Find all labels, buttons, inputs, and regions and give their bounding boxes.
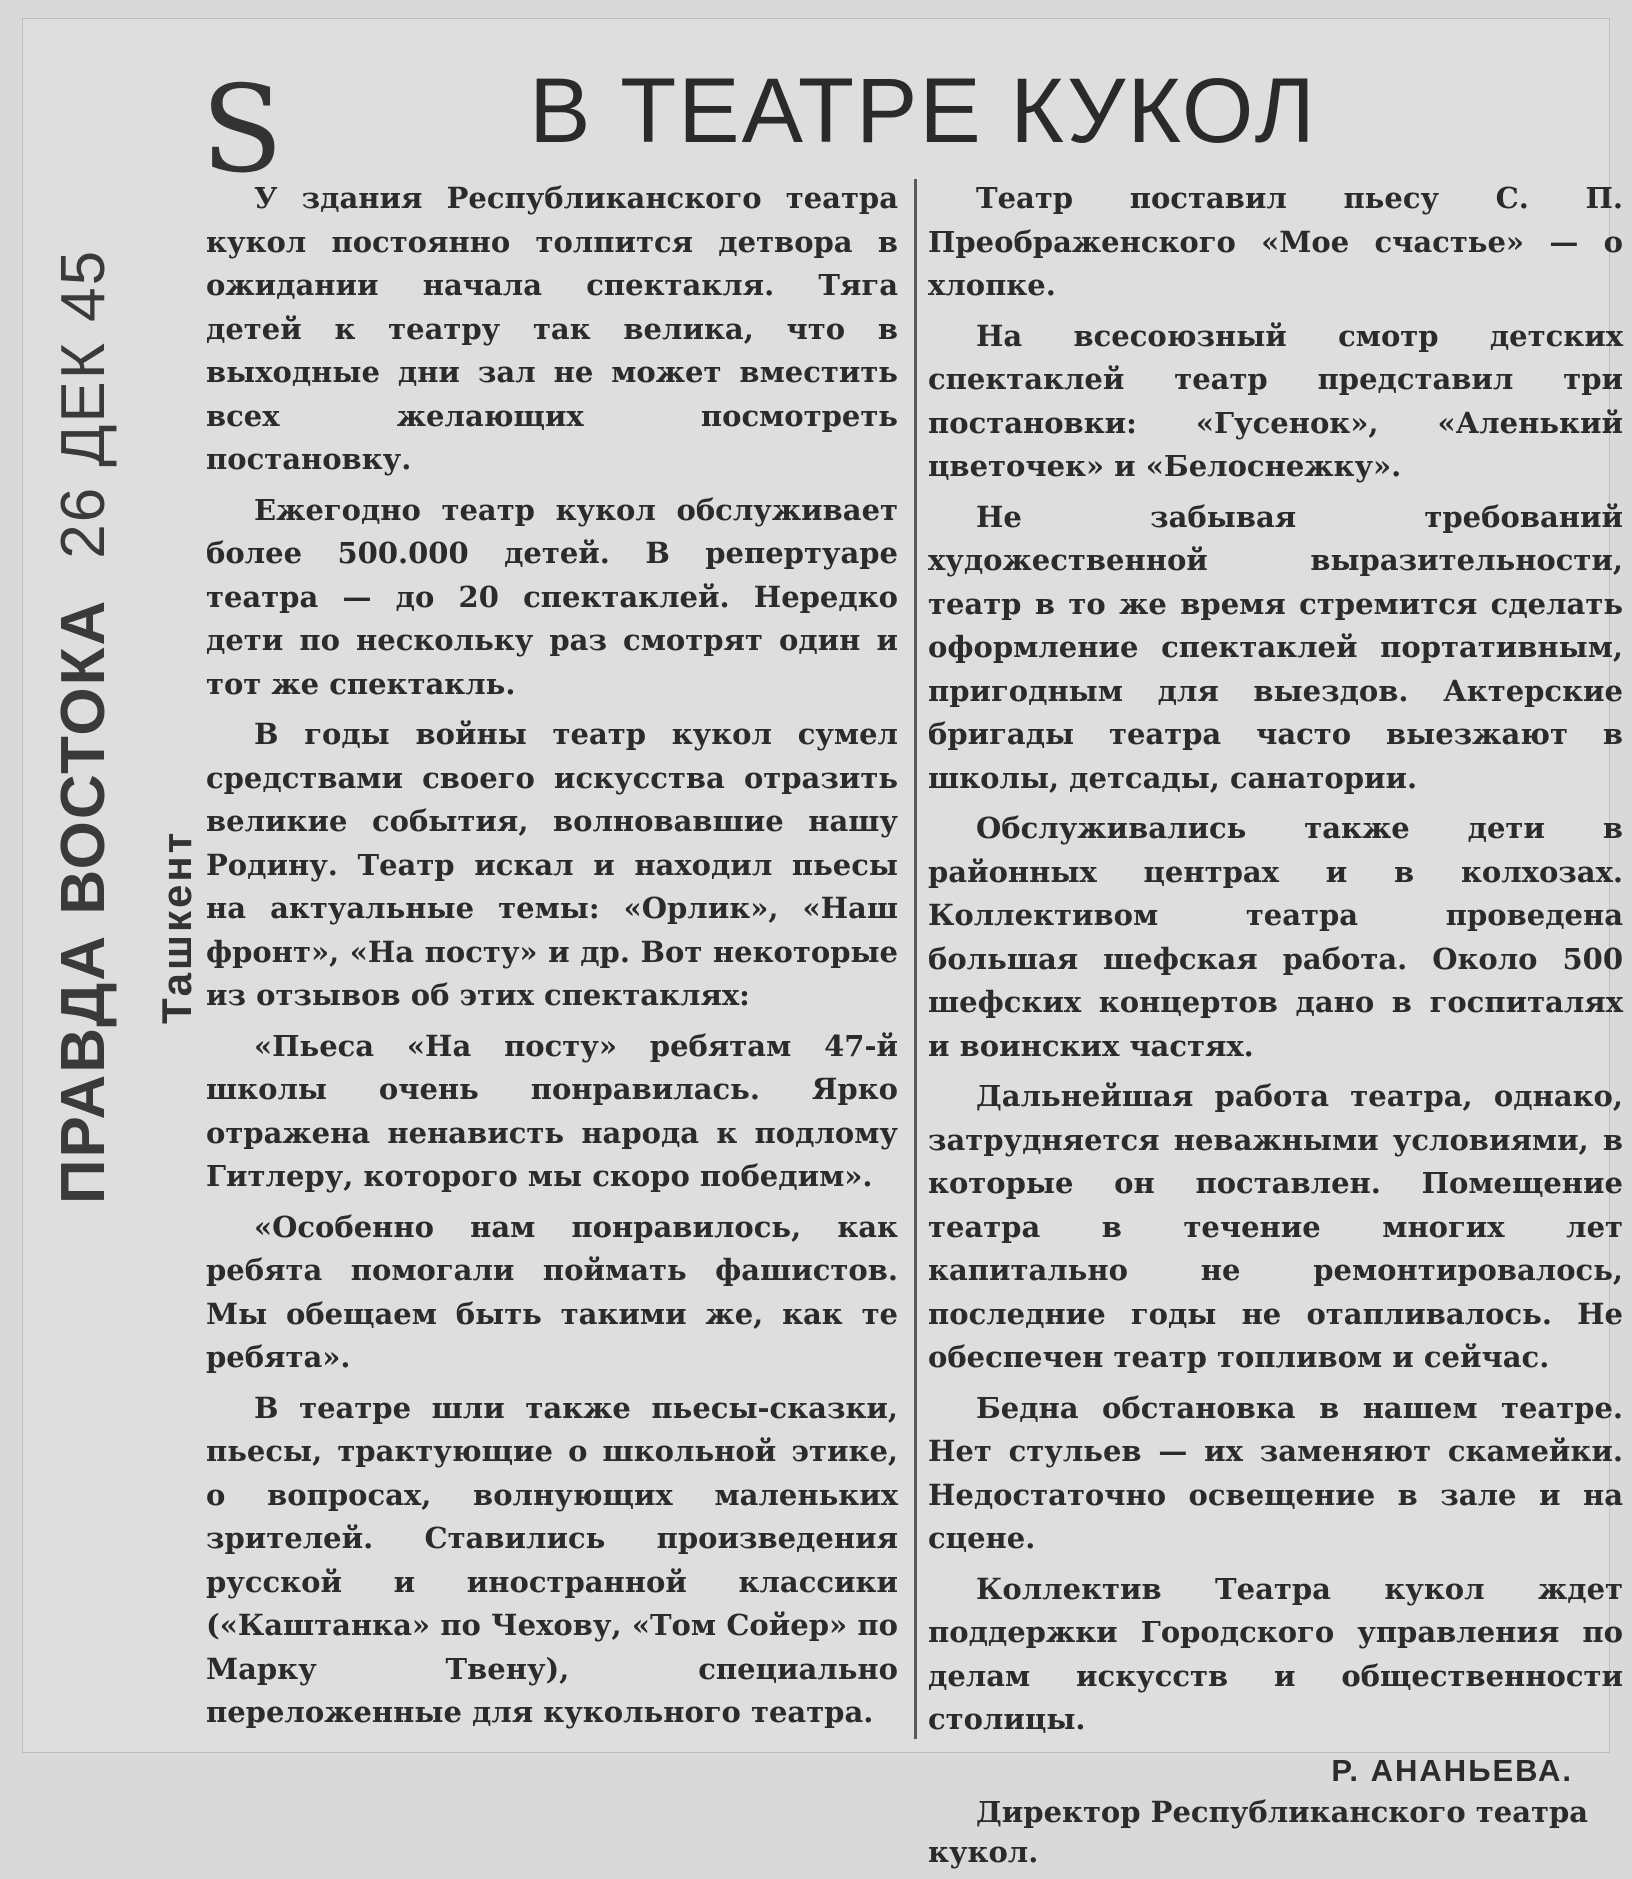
paragraph: У здания Республиканского театра кукол постоянно толпится детвора в ожидании начала спектакля. Тяга детей к театру так велика, что в выходные дни зал не может вместить всех желающих посмотреть постановку. — [206, 181, 898, 476]
paragraph: Ежегодно театр кукол обслуживает более 500.000 детей. В репертуаре театра — до 20 спектаклей. Нередко дети по нескольку раз смотрят один и тот же спектакль. — [206, 492, 898, 701]
stamp-city: Ташкент — [153, 829, 200, 1024]
paragraph: Театр поставил пьесу С. П. Преображенского «Мое счастье» — о хлопке. — [928, 181, 1623, 302]
author-name: Р. АНАНЬЕВА. — [1331, 1752, 1573, 1788]
stamp-date: 26 ДЕК 45 — [49, 248, 118, 559]
column-divider — [914, 179, 917, 1739]
author-title: Директор Республиканского театра кукол. — [928, 1795, 1589, 1869]
handwritten-mark: S — [201, 61, 284, 200]
stamp-newspaper: ПРАВДА ВОСТОКА — [49, 598, 118, 1204]
left-column — [206, 177, 898, 1742]
paragraph: Коллектив Театра кукол ждет поддержки Городского управления по делам искусств и общественности столицы. — [928, 1571, 1623, 1736]
right-column — [928, 177, 1623, 1879]
paragraph: На всесоюзный смотр детских спектаклей театр представил три постановки: «Гусенок», «Аленький цветочек» и «Белоснежку». — [928, 318, 1623, 483]
paragraph: В театре шли также пьесы-сказки, пьесы, трактующие о школьной этике, о вопросах, волнующих маленьких зрителей. Ставились произведения русской и иностранной классики («Каштанка» по Чехову, «Том Сойер» по Марку Твену), специально переложенные для кукольного театра. — [206, 1390, 898, 1729]
article-title: В ТЕАТРЕ КУКОЛ — [529, 60, 1317, 162]
quote-paragraph: «Особенно нам понравилось, как ребята помогали поймать фашистов. Мы обещаем быть такими же, как те ребята». — [206, 1209, 898, 1374]
quote-paragraph: «Пьеса «На посту» ребятам 47-й школы очень понравилась. Ярко отражена ненависть народа к подлому Гитлеру, которого мы скоро победим». — [206, 1028, 898, 1193]
paragraph: В годы войны театр кукол сумел средствами своего искусства отразить великие события, волновавшие нашу Родину. Театр искал и находил пьесы на актуальные темы: «Орлик», «Наш фронт», «На посту» и др. Вот некоторые из отзывов об этих спектаклях: — [206, 717, 898, 1012]
paragraph: Обслуживались также дети в районных центрах и в колхозах. Коллективом театра проведена большая шефская работа. Около 500 шефских концертов дано в госпиталях и воинских частях. — [928, 811, 1623, 1063]
paragraph: Дальнейшая работа театра, однако, затрудняется неважными условиями, в которые он поставлен. Помещение театра в течение многих лет капитально не ремонтировалось, последние годы не отапливалось. Не обеспечен театр топливом и сейчас. — [928, 1079, 1623, 1374]
newspaper-clipping — [22, 18, 1623, 1869]
paragraph: Бедна обстановка в нашем театре. Нет стульев — их заменяют скамейки. Недостаточно освещение в зале и на сцене. — [928, 1390, 1623, 1555]
paragraph: Не забывая требований художественной выразительности, театр в то же время стремится сделать оформление спектаклей портативным, пригодным для выездов. Актерские бригады театра часто выезжают в школы, детсады, санатории. — [928, 499, 1623, 795]
archive-stamp — [48, 249, 119, 1204]
